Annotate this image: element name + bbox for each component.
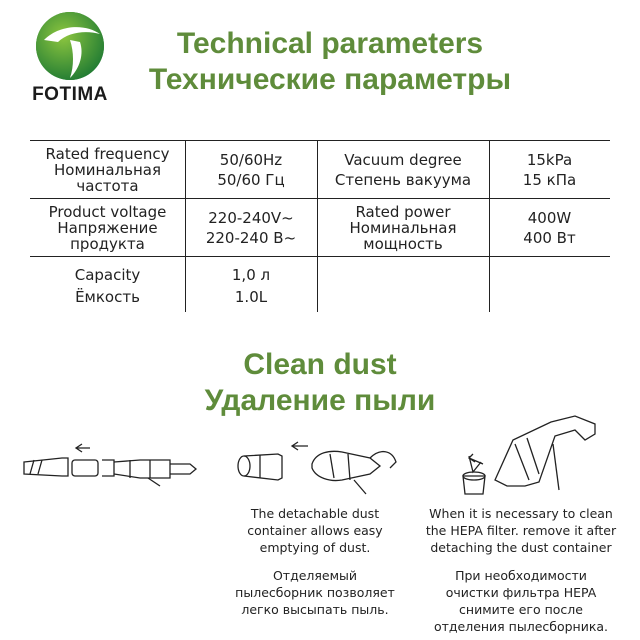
table-rule (30, 198, 610, 199)
page-title-en: Technical parameters (176, 27, 484, 60)
illustration-nozzle (20, 440, 200, 490)
parameters-table (30, 140, 610, 312)
brand-name: FOTIMA (32, 84, 108, 105)
caption-container-ru: Отделяемый пылесборник позволяет легко высыпать пыль. (235, 568, 395, 617)
brand-logo (14, 10, 114, 105)
param-value-power: 400W 400 Вт (523, 209, 576, 247)
param-label-voltage: Product voltage Напряжение продукта (48, 203, 167, 253)
section-title-ru: Удаление пыли (204, 384, 436, 417)
param-label-capacity: Capacity Ёмкость (74, 266, 141, 306)
param-value-vacuum: 15kPa 15 кПа (522, 151, 577, 189)
illustration-dust-container (230, 438, 410, 498)
illustration-hepa-filter (455, 410, 615, 500)
param-value-voltage: 220-240V~ 220-240 В~ (205, 209, 297, 247)
caption-container-en: The detachable dust container allows easy emptying of dust. (247, 506, 383, 555)
table-rule (30, 256, 610, 257)
table-rule (30, 140, 610, 141)
param-label-power: Rated power Номинальная мощность (349, 203, 457, 253)
arrow-left-icon (292, 442, 308, 450)
param-label-vacuum: Vacuum degree Степень вакуума (334, 151, 472, 189)
param-value-frequency: 50/60Hz 50/60 Гц (217, 151, 285, 189)
section-title-en: Clean dust (243, 348, 397, 381)
caption-hepa-ru: При необходимости очистки фильтра HEPA снимите его после отделения пылесборника. (433, 568, 609, 634)
arrow-left-icon (76, 444, 90, 452)
param-value-capacity: 1,0 л 1.0L (231, 266, 271, 306)
param-label-frequency: Rated frequency Номинальная частота (45, 145, 170, 195)
page-title-ru: Технические параметры (148, 63, 512, 96)
caption-hepa-en: When it is necessary to clean the HEPA filter. remove it after detaching the dust container (425, 506, 617, 555)
fotima-logo-mark (34, 10, 106, 82)
